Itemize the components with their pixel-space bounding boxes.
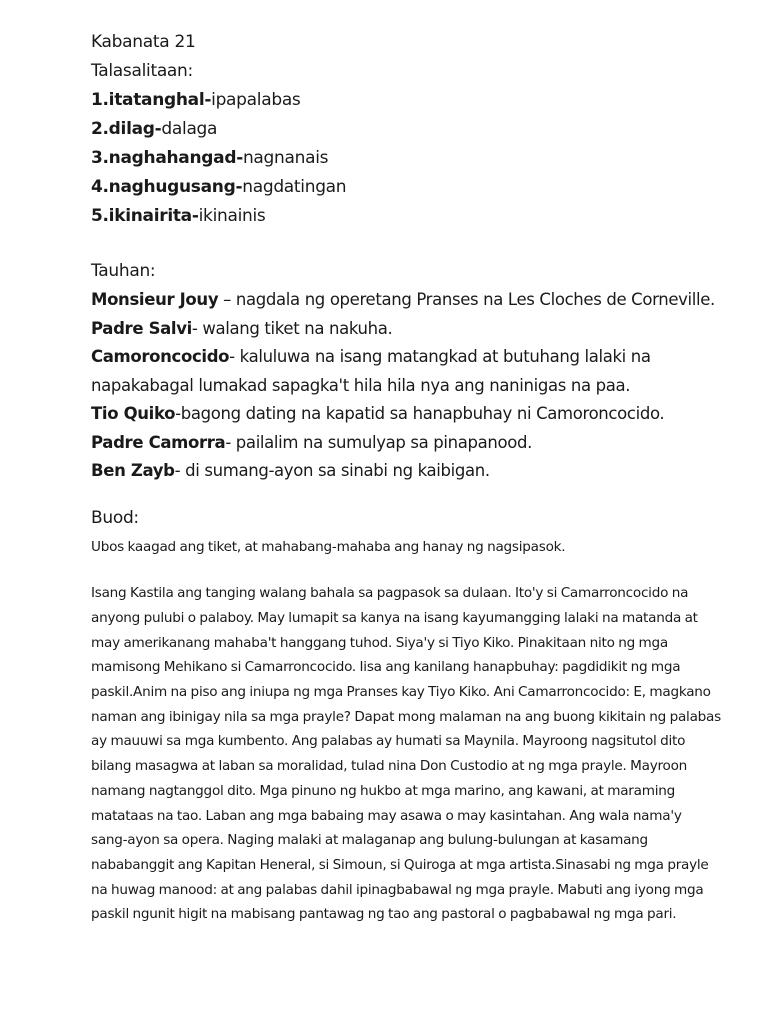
vocabulary-definition: ipapalabas: [211, 90, 301, 110]
characters-list: [91, 286, 721, 486]
vocabulary-item: [91, 86, 721, 115]
character-name: Padre Camorra: [91, 432, 226, 452]
character-description: - walang tiket na nakuha.: [191, 318, 393, 338]
character-description: – nagdala ng operetang Pranses na Les Cloches de Corneville.: [218, 290, 715, 309]
vocabulary-term: 3.naghahangad-: [91, 148, 243, 168]
character-entry: [91, 457, 721, 486]
vocabulary-definition: dalaga: [161, 119, 218, 139]
character-description: - di sumang-ayon sa sinabi ng kaibigan.: [174, 461, 490, 480]
chapter-title: Kabanata 21: [91, 32, 196, 52]
character-entry: [91, 286, 721, 315]
character-name: Padre Salvi: [91, 318, 192, 338]
vocabulary-item: [91, 173, 721, 202]
spacer: [91, 231, 721, 257]
spacer: [91, 486, 721, 504]
character-entry: [91, 343, 721, 400]
vocabulary-list: [91, 86, 721, 231]
character-entry: [91, 429, 721, 458]
vocabulary-item: [91, 202, 721, 231]
document-page: [91, 28, 721, 927]
vocabulary-term: 5.ikinairita-: [91, 206, 199, 226]
vocabulary-item: [91, 115, 721, 144]
character-name: Monsieur Jouy: [91, 290, 219, 309]
vocabulary-term: 2.dilag-: [91, 119, 162, 139]
characters-heading: Tauhan:: [91, 261, 156, 281]
character-name: Tio Quiko: [91, 404, 176, 423]
spacer: [91, 559, 721, 581]
vocabulary-item: [91, 144, 721, 173]
vocabulary-definition: nagdatingan: [242, 177, 347, 197]
vocabulary-definition: ikinainis: [198, 206, 266, 226]
character-entry: [91, 400, 721, 429]
vocabulary-definition: nagnanais: [242, 148, 329, 168]
summary-heading: Buod:: [91, 507, 139, 528]
character-name: Ben Zayb: [91, 461, 175, 480]
vocabulary-term: 1.itatanghal-: [91, 90, 212, 110]
vocabulary-term: 4.naghugusang-: [91, 177, 243, 197]
character-name: Camoroncocido: [91, 347, 230, 366]
character-entry: [91, 315, 721, 344]
character-description: - pailalim na sumulyap sa pinapanood.: [225, 432, 533, 452]
summary-paragraph: Isang Kastila ang tanging walang bahala sa pagpasok sa dulaan. Ito'y si Camarroncocido na anyong pulubi o palaboy. May lumapit sa kanya na isang kayumangging lalaki na matanda at may amerikanang mahaba't hanggang tuhod. Siya'y si Tiyo Kiko. Pinakitaan nito ng mga mamisong Mehikano si Camarroncocido. Iisa ang kanilang hanapbuhay: pagdidikit ng mga paskil.Anim na piso ang iniupa ng mga Pranses kay Tiyo Kiko. Ani Camarroncocido: E, magkano naman ang ibinigay nila sa mga prayle? Dapat mong malaman na ang buong kikitain ng palabas ay mauuwi sa mga kumbento. Ang palabas ay humati sa Maynila. Mayroong nagsitutol dito bilang masagwa at laban sa moralidad, tulad nina Don Custodio at ng mga prayle. Mayroon namang nagtanggol dito. Mga pinuno ng hukbo at mga marino, ang kawani, at maraming matataas na tao. Laban ang mga babaing may asawa o may kasintahan. Ang wala nama'y sang-ayon sa opera. Naging malaki at malaganap ang bulung-bulungan at kasamang nababanggit ang Kapitan Heneral, si Simoun, si Quiroga at mga artista.Sinasabi ng mga prayle na huwag manood: at ang palabas dahil ipinagbabawal ng mga prayle. Mabuti ang iyong mga paskil ngunit higit na mabisang pantawag ng tao ang pastoral o pagbabawal ng mga pari.: [91, 585, 721, 923]
character-description: - kaluluwa na isang matangkad at butuhang lalaki na napakabagal lumakad sapagka't hila hila nya ang naninigas na paa.: [91, 347, 651, 395]
vocabulary-heading: Talasalitaan:: [91, 61, 193, 81]
summary-paragraph: Ubos kaagad ang tiket, at mahabang-mahaba ang hanay ng nagsipasok.: [91, 538, 566, 555]
character-description: -bagong dating na kapatid sa hanapbuhay ni Camoroncocido.: [175, 404, 665, 423]
summary-body: [91, 535, 721, 928]
